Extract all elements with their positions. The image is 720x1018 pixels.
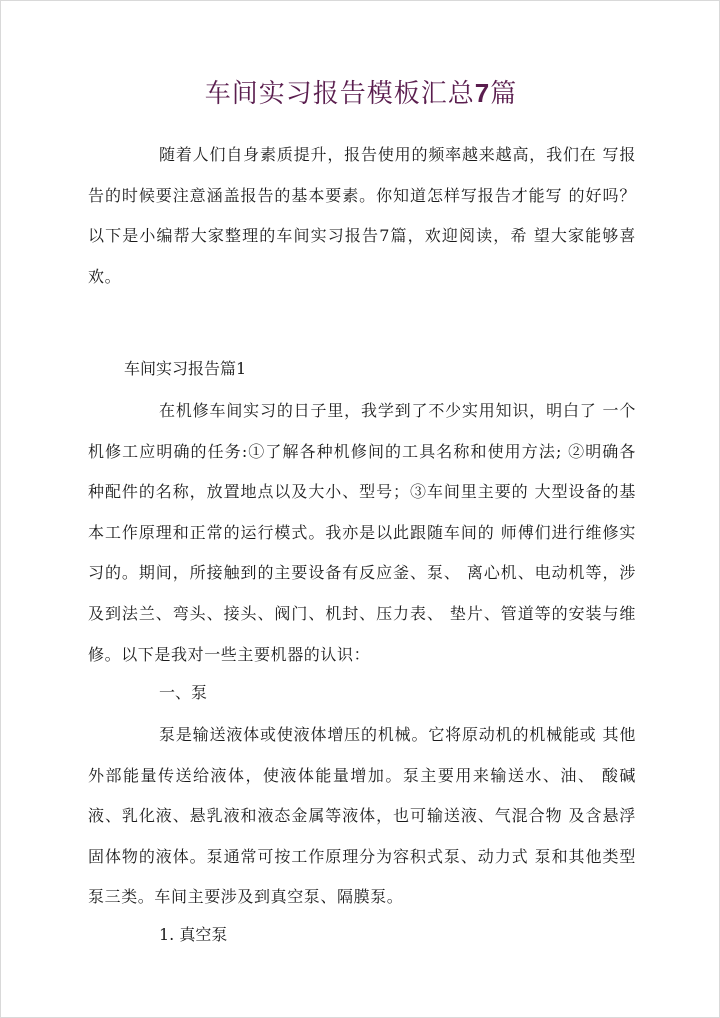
document-title bbox=[1, 73, 720, 114]
paragraph-1: 在机修车间实习的日子里，我学到了不少实用知识，明白了 一个机修工应明确的任务:①了解各种机修间的工具名称和使用方法; ②明确各种配件的名称，放置地点以及大小、型号；③车间里主要的 大型设备的基本工作原理和正常的运行模式。我亦是以此跟随车间的 师傅们进行维修实习的。期间，所接触到的主要设备有反应釜、泵、 离心机、电动机等，涉及到法兰、弯头、接头、阀门、机封、压力表、 垫片、管道等的安装与维修。以下是我对一些主要机器的认识： bbox=[88, 401, 636, 664]
title-text: 车间实习报告模板汇总 bbox=[204, 79, 475, 109]
title-number: 7 bbox=[474, 78, 491, 108]
paragraph-2: 泵是输送液体或使液体增压的机械。它将原动机的机械能或 其他外部能量传送给液体，使液体能量增加。泵主要用来输送水、油、 酸碱液、乳化液、悬乳液和液态金属等液体，也可输送液、气混合物 及含悬浮固体物的液体。泵通常可按工作原理分为容积式泵、动力式 泵和其他类型泵三类。车间主要涉及到真空泵、隔膜泵。 bbox=[88, 725, 636, 907]
title-suffix: 篇 bbox=[490, 79, 518, 109]
subheading-pump: 一、泵 bbox=[159, 683, 208, 702]
section-heading: 车间实习报告篇1 bbox=[124, 359, 247, 378]
intro-paragraph: 随着人们自身素质提升，报告使用的频率越来越高，我们在 写报告的时候要注意涵盖报告的基本要素。你知道怎样写报告才能写 的好吗？以下是小编帮大家整理的车间实习报告7篇，欢迎阅读，希 望大家能够喜欢。 bbox=[88, 145, 636, 286]
subheading-vacuum-pump: 1. 真空泵 bbox=[159, 925, 228, 944]
